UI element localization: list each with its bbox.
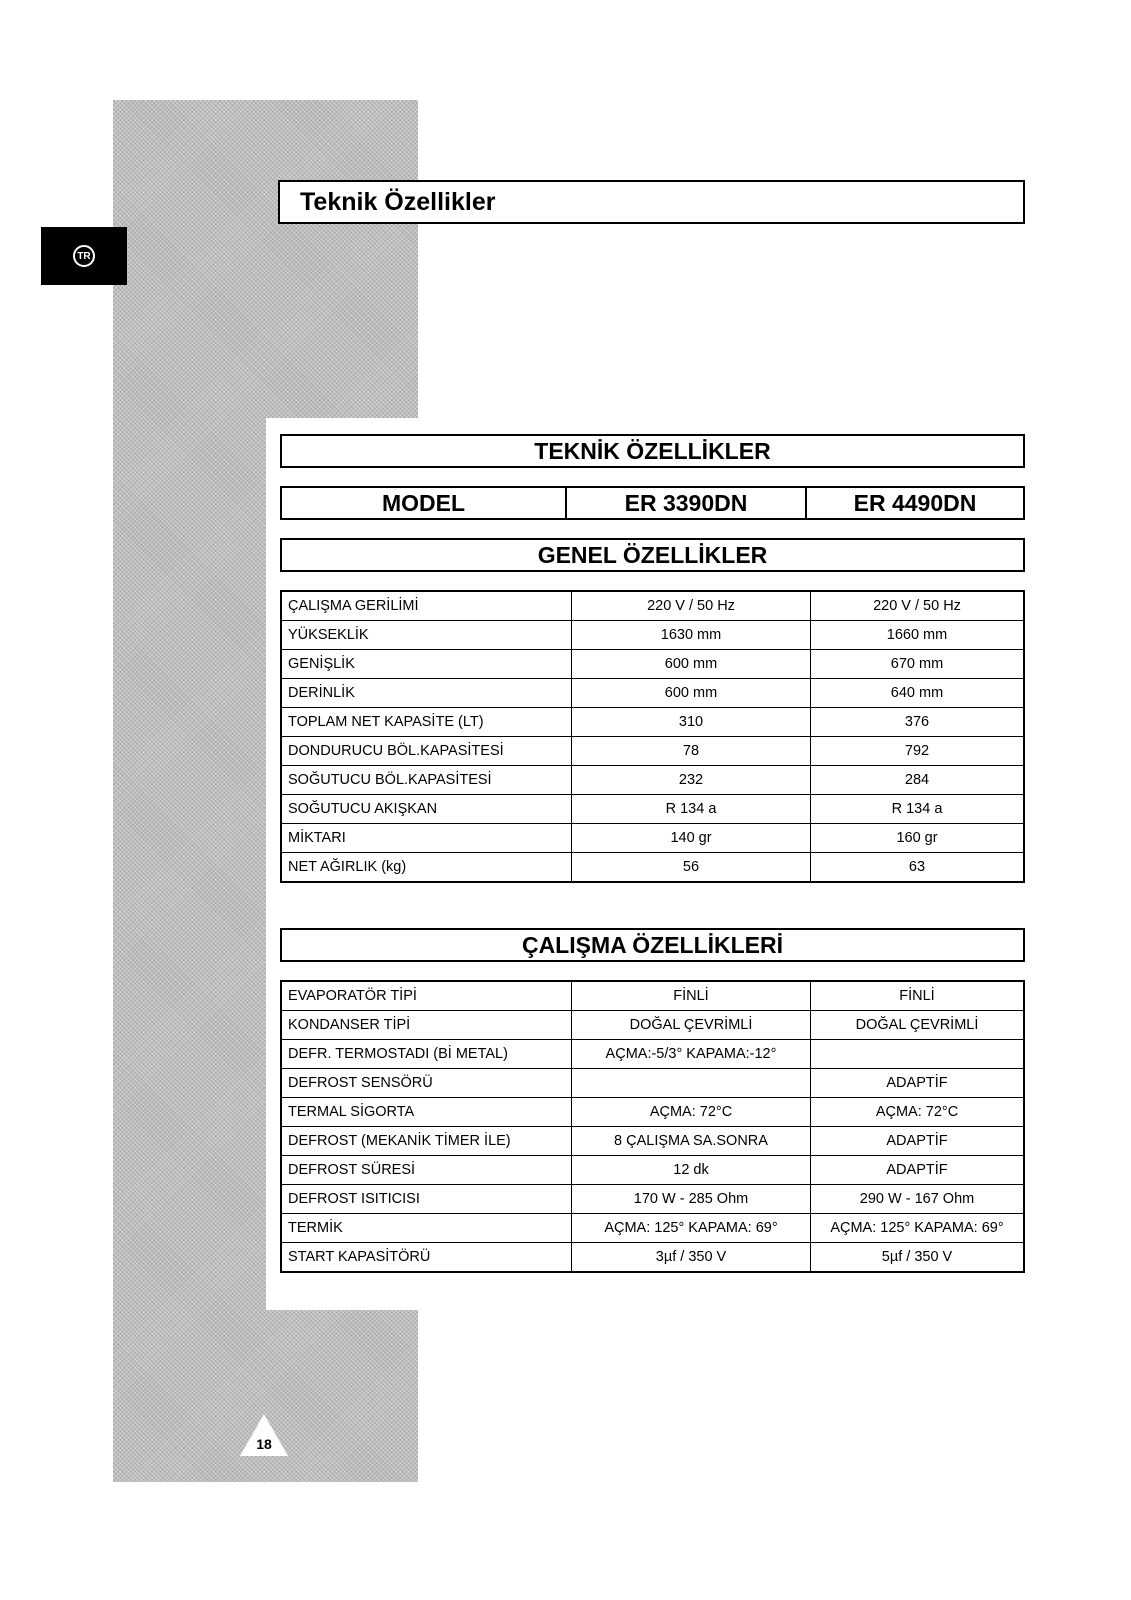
table-row: [281, 1185, 1024, 1214]
table-row: [281, 650, 1024, 679]
table-row: [281, 591, 1024, 621]
row-label: YÜKSEKLİK: [281, 621, 572, 650]
model-2: ER 4490DN: [853, 489, 977, 516]
table-row: [281, 737, 1024, 766]
row-label: SOĞUTUCU AKIŞKAN: [281, 795, 572, 824]
value-model-1: R 134 a: [572, 795, 811, 824]
spec-heading: TEKNİK ÖZELLİKLER: [280, 434, 1025, 468]
row-label: GENİŞLİK: [281, 650, 572, 679]
value-model-2: 1660 mm: [811, 621, 1025, 650]
page-number: 18: [256, 1436, 272, 1452]
value-model-2: 5µf / 350 V: [811, 1243, 1025, 1273]
model-1: ER 3390DN: [567, 488, 807, 518]
value-model-2: 376: [811, 708, 1025, 737]
model-label: MODEL: [282, 488, 567, 518]
row-label: DERİNLİK: [281, 679, 572, 708]
value-model-1: AÇMA: 72°C: [572, 1098, 811, 1127]
value-model-2: 792: [811, 737, 1025, 766]
row-label: TERMAL SİGORTA: [281, 1098, 572, 1127]
table-row: [281, 1243, 1024, 1273]
language-badge: TR: [73, 245, 95, 267]
row-label: DEFR. TERMOSTADI (Bİ METAL): [281, 1040, 572, 1069]
row-label: KONDANSER TİPİ: [281, 1011, 572, 1040]
value-model-2: 160 gr: [811, 824, 1025, 853]
value-model-1: FİNLİ: [572, 981, 811, 1011]
value-model-2: 640 mm: [811, 679, 1025, 708]
row-label: START KAPASİTÖRÜ: [281, 1243, 572, 1273]
row-label: DEFROST ISITICISI: [281, 1185, 572, 1214]
value-model-2: 220 V / 50 Hz: [811, 591, 1025, 621]
model-header-row: [280, 486, 1025, 520]
row-label: TOPLAM NET KAPASİTE (LT): [281, 708, 572, 737]
row-label: TERMİK: [281, 1214, 572, 1243]
value-model-1: AÇMA:-5/3° KAPAMA:-12°: [572, 1040, 811, 1069]
operating-specs-table: [280, 980, 1025, 1273]
value-model-2: AÇMA: 125° KAPAMA: 69°: [811, 1214, 1025, 1243]
value-model-1: 600 mm: [572, 650, 811, 679]
value-model-1: 78: [572, 737, 811, 766]
table-row: [281, 1069, 1024, 1098]
row-label: DEFROST SENSÖRÜ: [281, 1069, 572, 1098]
value-model-2: 670 mm: [811, 650, 1025, 679]
row-label: EVAPORATÖR TİPİ: [281, 981, 572, 1011]
value-model-1: DOĞAL ÇEVRİMLİ: [572, 1011, 811, 1040]
value-model-1: 3µf / 350 V: [572, 1243, 811, 1273]
value-model-1: 220 V / 50 Hz: [572, 591, 811, 621]
value-model-2: R 134 a: [811, 795, 1025, 824]
table-row: [281, 1156, 1024, 1185]
value-model-2: FİNLİ: [811, 981, 1025, 1011]
operating-heading: ÇALIŞMA ÖZELLİKLERİ: [280, 928, 1025, 962]
value-model-2: DOĞAL ÇEVRİMLİ: [811, 1011, 1025, 1040]
page-title: Teknik Özellikler: [278, 180, 1025, 224]
table-row: [281, 824, 1024, 853]
value-model-1: 12 dk: [572, 1156, 811, 1185]
row-label: DEFROST (MEKANİK TİMER İLE): [281, 1127, 572, 1156]
value-model-2: ADAPTİF: [811, 1156, 1025, 1185]
value-model-1: 1630 mm: [572, 621, 811, 650]
value-model-2: 290 W - 167 Ohm: [811, 1185, 1025, 1214]
table-row: [281, 1127, 1024, 1156]
value-model-1: 170 W - 285 Ohm: [572, 1185, 811, 1214]
value-model-1: 310: [572, 708, 811, 737]
language-tab: [41, 227, 127, 285]
row-label: MİKTARI: [281, 824, 572, 853]
value-model-2: [811, 1040, 1025, 1069]
table-row: [281, 981, 1024, 1011]
table-row: [281, 1214, 1024, 1243]
row-label: ÇALIŞMA GERİLİMİ: [281, 591, 572, 621]
value-model-2: 284: [811, 766, 1025, 795]
table-row: [281, 766, 1024, 795]
general-heading: GENEL ÖZELLİKLER: [280, 538, 1025, 572]
row-label: DEFROST SÜRESİ: [281, 1156, 572, 1185]
table-row: [281, 1098, 1024, 1127]
value-model-1: [572, 1069, 811, 1098]
value-model-1: AÇMA: 125° KAPAMA: 69°: [572, 1214, 811, 1243]
value-model-2: ADAPTİF: [811, 1069, 1025, 1098]
value-model-1: 56: [572, 853, 811, 883]
value-model-1: 232: [572, 766, 811, 795]
table-row: [281, 621, 1024, 650]
row-label: DONDURUCU BÖL.KAPASİTESİ: [281, 737, 572, 766]
value-model-1: 600 mm: [572, 679, 811, 708]
table-row: [281, 1040, 1024, 1069]
table-row: [281, 795, 1024, 824]
table-row: [281, 679, 1024, 708]
row-label: NET AĞIRLIK (kg): [281, 853, 572, 883]
page-number-marker: [240, 1414, 288, 1456]
table-row: [281, 853, 1024, 883]
value-model-2: ADAPTİF: [811, 1127, 1025, 1156]
general-specs-table: [280, 590, 1025, 883]
value-model-1: 8 ÇALIŞMA SA.SONRA: [572, 1127, 811, 1156]
row-label: SOĞUTUCU BÖL.KAPASİTESİ: [281, 766, 572, 795]
table-row: [281, 1011, 1024, 1040]
table-row: [281, 708, 1024, 737]
value-model-1: 140 gr: [572, 824, 811, 853]
value-model-2: 63: [811, 853, 1025, 883]
value-model-2: AÇMA: 72°C: [811, 1098, 1025, 1127]
